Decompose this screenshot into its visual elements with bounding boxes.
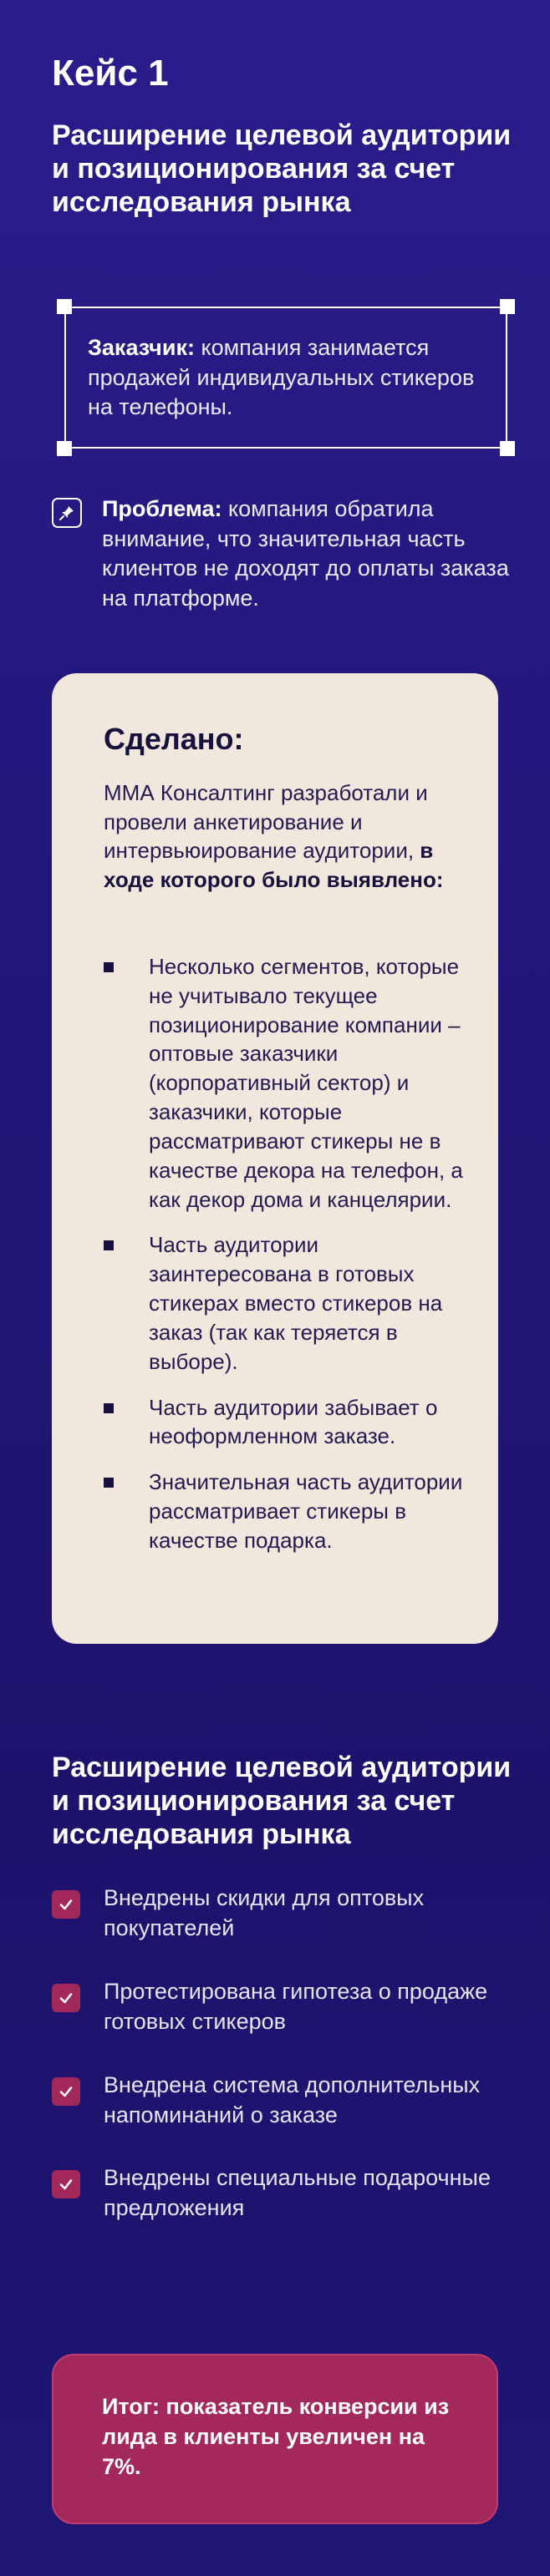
done-intro-text: ММА Консалтинг разработали и провели анкетирование и интервьюирование аудитории, [104,780,428,864]
list-item-text: Часть аудитории забывает о неоформленном заказе. [149,1394,438,1449]
list-item [52,1884,520,1944]
checkbox-check-icon [52,1890,80,1919]
problem-description [102,494,512,614]
list-item-text: Несколько сегментов, которые не учитывало текущее позиционирование компании – оптовые заказчики (корпоративный сектор) и заказчики, которые рассматривают стикеры не в качестве декора на телефон, а как декор дома и канцелярии. [149,954,463,1212]
frame-handle-icon [57,441,72,456]
list-item [52,2071,520,2131]
case-title: Кейс 1 [52,53,169,94]
client-text: компания занимается продажей индивидуальных стикеров на телефоны. [88,335,475,420]
pin-icon [52,498,82,528]
client-frame [64,307,507,449]
section-heading-bottom: Расширение целевой аудитории и позиционирования за счет исследования рынка [52,1752,512,1851]
bullet-square-icon [104,1403,114,1413]
list-item-text: Внедрена система дополнительных напоминаний о заказе [104,2071,481,2127]
bullet-square-icon [104,1478,114,1488]
results-list [52,1884,520,2257]
checkbox-check-icon [52,1984,80,2012]
checkbox-check-icon [52,2170,80,2198]
list-item-text: Значительная часть аудитории рассматривает стикеры в качестве подарка. [149,1469,463,1553]
list-item [52,2163,520,2224]
list-item-text: Протестирована гипотеза о продаже готовых стикеров [104,1978,488,2034]
summary-box [52,2354,498,2524]
list-item-text: Часть аудитории заинтересована в готовых стикерах вместо стикеров на заказ (так как теряется в выборе). [149,1232,443,1374]
list-item [104,1468,480,1554]
bullet-square-icon [104,962,114,972]
problem-label: Проблема: [102,496,222,521]
frame-handle-icon [500,299,515,314]
findings-list [104,952,480,1572]
section-heading-top: Расширение целевой аудитории и позиционирования за счет исследования рынка [52,119,512,219]
problem-text: компания обратила внимание, что значительная часть клиентов не доходят до оплаты заказа на платформе. [102,496,509,611]
frame-handle-icon [500,441,515,456]
client-description [88,333,489,423]
list-item-text: Внедрены специальные подарочные предложения [104,2165,491,2221]
list-item [104,1230,480,1376]
list-item [52,1977,520,2037]
bullet-square-icon [104,1240,114,1250]
frame-handle-icon [57,299,72,314]
done-intro [104,778,480,894]
done-card [52,673,498,1644]
client-label: Заказчик: [88,335,195,360]
list-item-text: Внедрены скидки для оптовых покупателей [104,1885,425,1940]
summary-text: Итог: показатель конверсии из лида в клиенты увеличен на 7%. [102,2394,450,2479]
list-item [104,952,480,1214]
list-item [104,1393,480,1452]
done-intro-bold: в ходе которого было выявлено: [104,838,444,892]
done-title: Сделано: [104,722,244,756]
checkbox-check-icon [52,2077,80,2106]
